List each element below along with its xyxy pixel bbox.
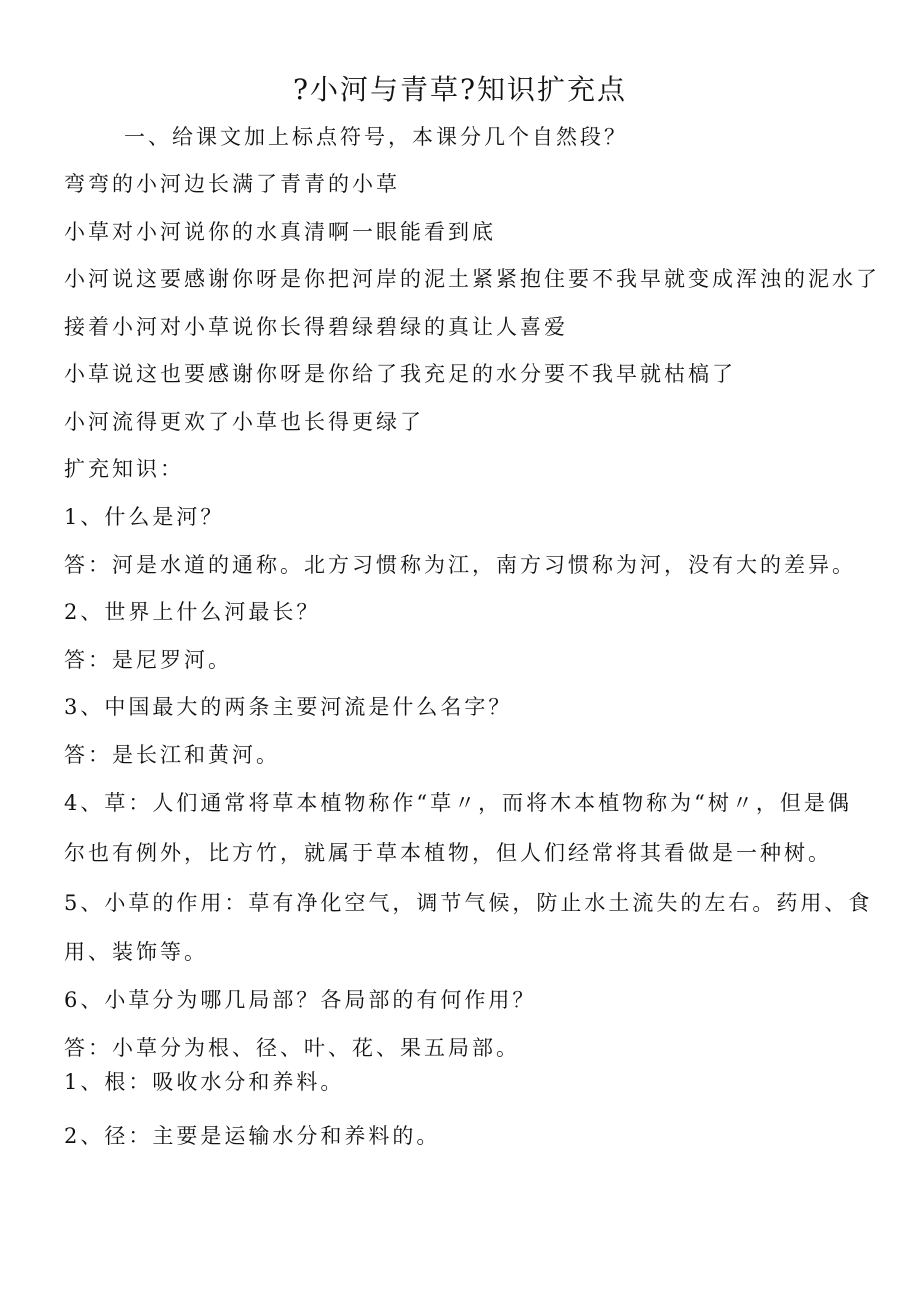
answer-6-root: 1、根：吸收水分和养料。 — [64, 1070, 345, 1094]
document-title: ?小河与青草?知识扩充点 — [292, 73, 628, 106]
item-5-line-1: 5、小草的作用：草有净化空气，调节气候，防止水土流失的左右。药用、食 — [64, 891, 873, 915]
question-2: 2、世界上什么河最长？ — [64, 600, 321, 624]
answer-6-stem: 2、径：主要是运输水分和养料的。 — [64, 1124, 441, 1148]
passage-line-5: 小草说这也要感谢你呀是你给了我充足的水分要不我早就枯槁了 — [64, 362, 736, 386]
question-6: 6、小草分为哪几局部？各局部的有何作用？ — [64, 988, 537, 1012]
passage-line-3: 小河说这要感谢你呀是你把河岸的泥土紧紧抱住要不我早就变成浑浊的泥水了 — [64, 267, 880, 291]
knowledge-heading: 扩充知识： — [64, 457, 184, 481]
answer-1: 答：河是水道的通称。北方习惯称为江，南方习惯称为河，没有大的差异。 — [64, 553, 856, 577]
answer-6: 答：小草分为根、径、叶、花、果五局部。 — [64, 1036, 520, 1060]
passage-line-1: 弯弯的小河边长满了青青的小草 — [64, 172, 400, 196]
passage-line-2: 小草对小河说你的水真清啊一眼能看到底 — [64, 220, 496, 244]
item-5-line-2: 用、装饰等。 — [64, 940, 208, 964]
answer-2: 答：是尼罗河。 — [64, 648, 232, 672]
instruction-line: 一、给课文加上标点符号，本课分几个自然段？ — [124, 125, 628, 149]
question-1: 1、什么是河？ — [64, 505, 225, 529]
item-4-line-1: 4、草：人们通常将草本植物称作“草〃，而将木本植物称为“树〃，但是偶 — [64, 791, 852, 815]
item-4-line-2: 尔也有例外，比方竹，就属于草本植物，但人们经常将其看做是一种树。 — [64, 841, 832, 865]
passage-line-6: 小河流得更欢了小草也长得更绿了 — [64, 410, 424, 434]
question-3: 3、中国最大的两条主要河流是什么名字？ — [64, 695, 513, 719]
answer-3: 答：是长江和黄河。 — [64, 743, 280, 767]
passage-line-4: 接着小河对小草说你长得碧绿碧绿的真让人喜爱 — [64, 315, 568, 339]
